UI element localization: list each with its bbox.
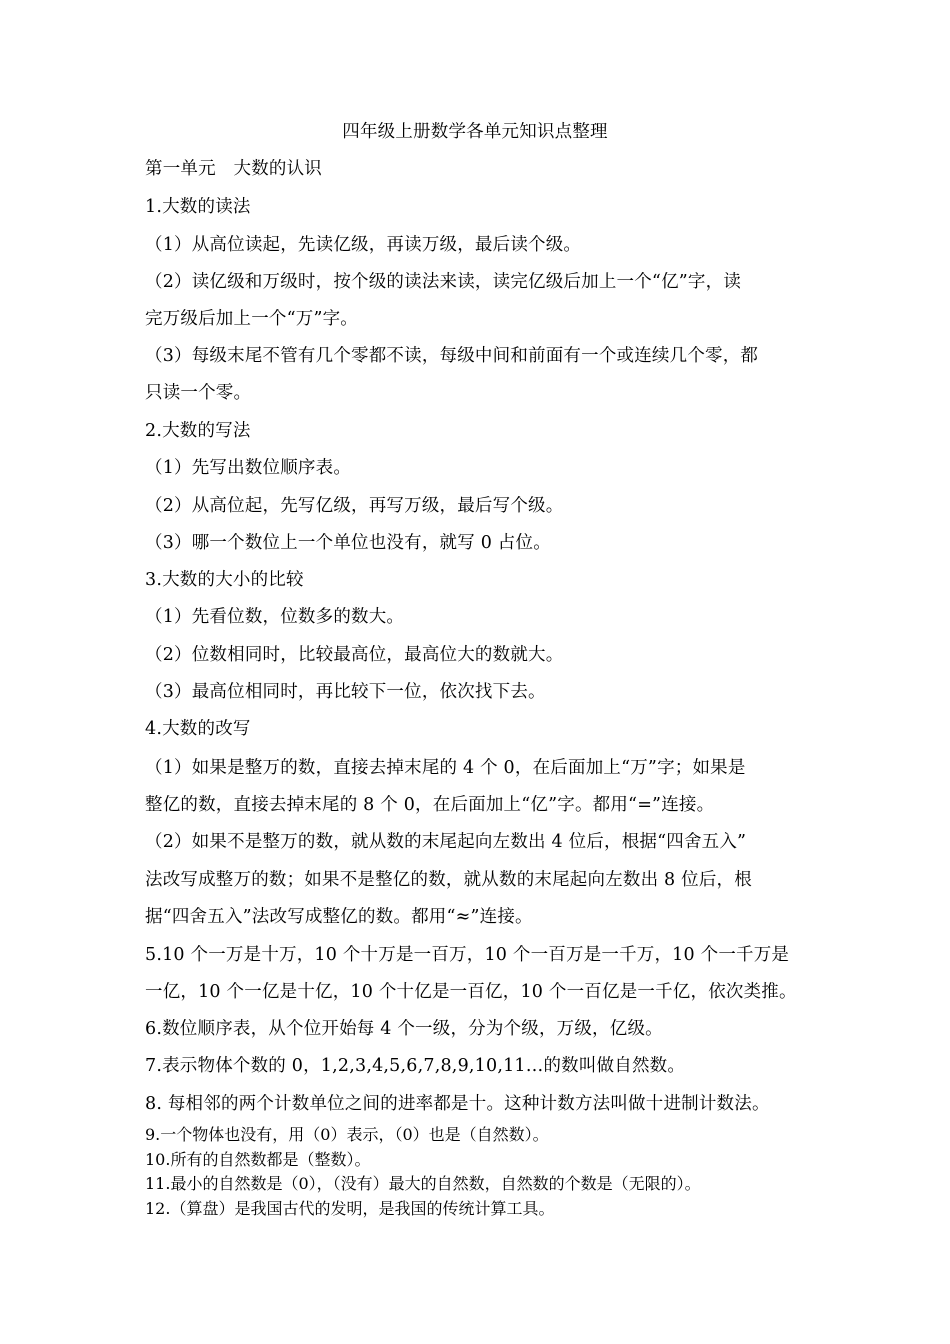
paragraph-line: 一亿，10 个一亿是十亿，10 个十亿是一百亿，10 个一百亿是一千亿，依次类推。	[145, 982, 797, 1002]
section-heading: 2.大数的写法	[145, 421, 251, 441]
paragraph-line: （1）先写出数位顺序表。	[145, 458, 352, 478]
paragraph-line: 9.一个物体也没有，用（0）表示，（0）也是（自然数）。	[145, 1125, 549, 1144]
paragraph-line: 10.所有的自然数都是（整数）。	[145, 1150, 371, 1169]
section-heading: 4.大数的改写	[145, 719, 251, 739]
paragraph-line: 整亿的数，直接去掉末尾的 8 个 0，在后面加上“亿”字。都用“=”连接。	[145, 795, 715, 815]
unit-heading: 第一单元 大数的认识	[145, 159, 322, 179]
paragraph-line: 11.最小的自然数是（0），（没有）最大的自然数，自然数的个数是（无限的）。	[145, 1174, 701, 1193]
paragraph-line: （3）每级末尾不管有几个零都不读，每级中间和前面有一个或连续几个零，都	[145, 346, 759, 366]
paragraph-line: 6.数位顺序表，从个位开始每 4 个一级，分为个级，万级，亿级。	[145, 1019, 663, 1039]
paragraph-line: 完万级后加上一个“万”字。	[145, 309, 358, 329]
paragraph-line: （3）哪一个数位上一个单位也没有，就写 0 占位。	[145, 533, 551, 553]
paragraph-line: 12.（算盘）是我国古代的发明，是我国的传统计算工具。	[145, 1199, 555, 1218]
paragraph-line: 只读一个零。	[145, 383, 252, 403]
paragraph-line: （2）如果不是整万的数，就从数的末尾起向左数出 4 位后，根据“四舍五入”	[145, 832, 747, 852]
page-title: 四年级上册数学各单元知识点整理	[342, 122, 608, 142]
paragraph-line: 8. 每相邻的两个计数单位之间的进率都是十。这种计数方法叫做十进制计数法。	[145, 1094, 770, 1114]
section-heading: 3.大数的大小的比较	[145, 570, 304, 590]
paragraph-line: 法改写成整万的数；如果不是整亿的数，就从数的末尾起向左数出 8 位后，根	[145, 870, 752, 890]
paragraph-line: 据“四舍五入”法改写成整亿的数。都用“≈”连接。	[145, 907, 533, 927]
paragraph-line: （1）先看位数，位数多的数大。	[145, 607, 405, 627]
paragraph-line: （2）读亿级和万级时，按个级的读法来读，读完亿级后加上一个“亿”字，读	[145, 272, 742, 292]
paragraph-line: 5.10 个一万是十万，10 个十万是一百万，10 个一百万是一千万，10 个一千万是	[145, 945, 790, 965]
paragraph-line: （1）从高位读起，先读亿级，再读万级，最后读个级。	[145, 235, 582, 255]
paragraph-line: （1）如果是整万的数，直接去掉末尾的 4 个 0，在后面加上“万”字；如果是	[145, 758, 746, 778]
section-heading: 1.大数的读法	[145, 197, 251, 217]
paragraph-line: （2）位数相同时，比较最高位，最高位大的数就大。	[145, 645, 564, 665]
paragraph-line: （3）最高位相同时，再比较下一位，依次找下去。	[145, 682, 546, 702]
paragraph-line: 7.表示物体个数的 0，1,2,3,4,5,6,7,8,9,10,11…的数叫做自然数。	[145, 1056, 686, 1076]
paragraph-line: （2）从高位起，先写亿级，再写万级，最后写个级。	[145, 496, 564, 516]
